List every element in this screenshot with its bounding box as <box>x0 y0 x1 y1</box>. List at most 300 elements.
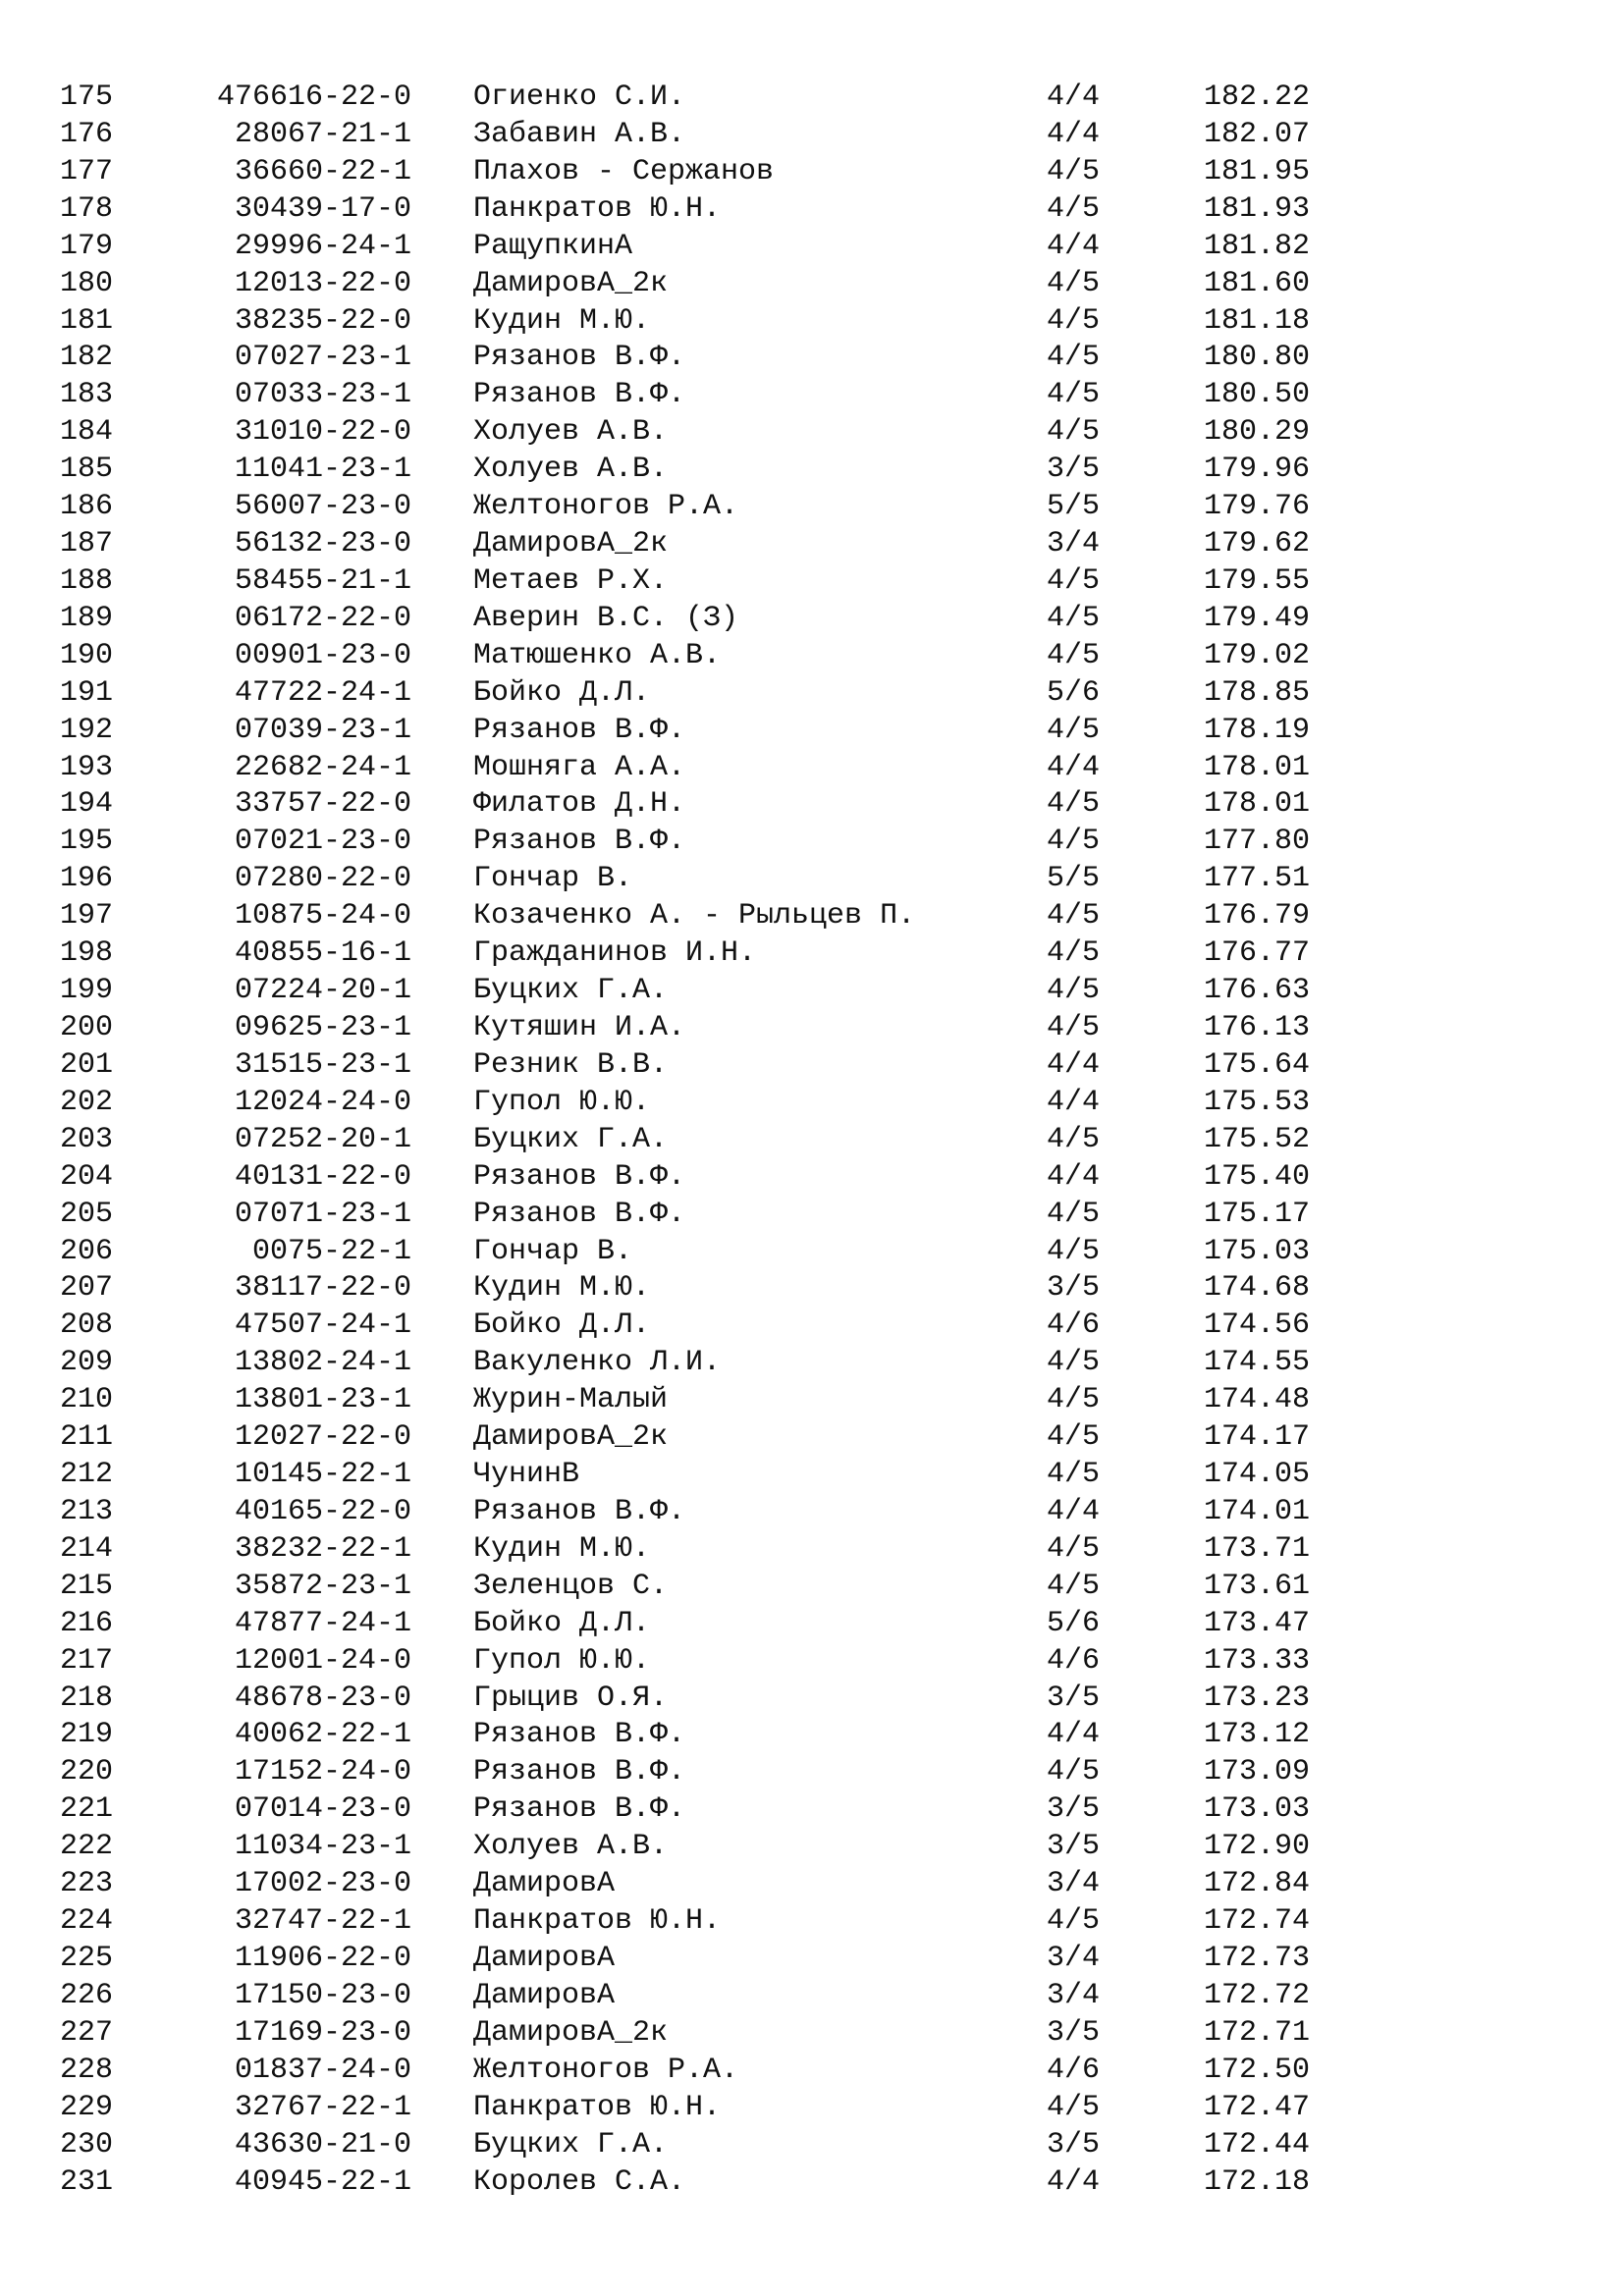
ratio-value: 4/4 <box>1047 2164 1101 2199</box>
table-row <box>0 786 1624 824</box>
score-value: 179.96 <box>1204 453 1311 487</box>
record-id: 40855-16-1 <box>234 936 411 971</box>
ratio-value: 3/5 <box>1047 1271 1101 1306</box>
score-value: 173.12 <box>1204 1718 1311 1752</box>
ratio-value: 4/5 <box>1047 415 1101 450</box>
score-value: 172.90 <box>1204 1830 1311 1864</box>
row-number: 221 <box>60 1792 114 1827</box>
record-id: 07071-23-1 <box>234 1197 411 1231</box>
table-row <box>0 1122 1624 1159</box>
score-value: 181.93 <box>1204 191 1311 226</box>
ratio-value: 4/5 <box>1047 1569 1101 1603</box>
ratio-value: 5/6 <box>1047 1606 1101 1640</box>
score-value: 181.18 <box>1204 303 1311 338</box>
row-number: 199 <box>60 974 114 1008</box>
record-id: 12024-24-0 <box>234 1085 411 1119</box>
row-number: 207 <box>60 1271 114 1306</box>
ratio-value: 4/5 <box>1047 713 1101 747</box>
table-row <box>0 489 1624 526</box>
score-value: 172.71 <box>1204 2015 1311 2050</box>
score-value: 181.82 <box>1204 229 1311 263</box>
record-id: 40165-22-0 <box>234 1494 411 1528</box>
table-row <box>0 2090 1624 2127</box>
table-row <box>0 526 1624 563</box>
participant-name: Панкратов Ю.Н. <box>473 2090 722 2124</box>
participant-name: Буцких Г.А. <box>473 2127 669 2162</box>
score-value: 179.55 <box>1204 563 1311 598</box>
row-number: 184 <box>60 415 114 450</box>
score-value: 172.74 <box>1204 1904 1311 1939</box>
ratio-value: 4/4 <box>1047 1718 1101 1752</box>
participant-name: Рязанов В.Ф. <box>473 1197 686 1231</box>
participant-name: Буцких Г.А. <box>473 974 669 1008</box>
ratio-value: 3/5 <box>1047 1681 1101 1715</box>
score-value: 182.22 <box>1204 80 1311 114</box>
participant-name: Рязанов В.Ф. <box>473 825 686 859</box>
ratio-value: 4/5 <box>1047 1755 1101 1789</box>
record-id: 11034-23-1 <box>234 1830 411 1864</box>
participant-name: Козаченко А. - Рыльцев П. <box>473 899 916 934</box>
score-value: 173.61 <box>1204 1569 1311 1603</box>
ratio-value: 4/4 <box>1047 1047 1101 1082</box>
row-number: 205 <box>60 1197 114 1231</box>
table-row <box>0 563 1624 601</box>
row-number: 228 <box>60 2053 114 2087</box>
row-number: 201 <box>60 1047 114 1082</box>
participant-name: Бойко Д.Л. <box>473 675 651 710</box>
table-row <box>0 1569 1624 1606</box>
table-row <box>0 414 1624 452</box>
participant-name: Мошняга А.А. <box>473 750 686 784</box>
ratio-value: 5/5 <box>1047 490 1101 524</box>
participant-name: Рязанов В.Ф. <box>473 1792 686 1827</box>
participant-name: Забавин А.В. <box>473 117 686 151</box>
score-value: 172.47 <box>1204 2090 1311 2124</box>
row-number: 203 <box>60 1122 114 1156</box>
record-id: 17169-23-0 <box>234 2015 411 2050</box>
record-id: 11906-22-0 <box>234 1942 411 1975</box>
ratio-value: 4/6 <box>1047 1643 1101 1678</box>
participant-name: Грыцив О.Я. <box>473 1681 669 1715</box>
ratio-value: 4/5 <box>1047 1420 1101 1455</box>
record-id: 29996-24-1 <box>234 229 411 263</box>
record-id: 38235-22-0 <box>234 303 411 338</box>
row-number: 222 <box>60 1830 114 1864</box>
row-number: 200 <box>60 1011 114 1044</box>
row-number: 206 <box>60 1234 114 1268</box>
ratio-value: 3/4 <box>1047 1942 1101 1975</box>
score-value: 179.02 <box>1204 638 1311 672</box>
participant-name: Холуев А.В. <box>473 415 669 450</box>
table-row <box>0 861 1624 898</box>
score-value: 174.56 <box>1204 1308 1311 1343</box>
participant-name: ДамировА_2к <box>473 2015 669 2050</box>
row-number: 178 <box>60 191 114 226</box>
ratio-value: 4/5 <box>1047 303 1101 338</box>
table-row <box>0 191 1624 229</box>
participant-name: Гончар В. <box>473 1234 633 1268</box>
table-row <box>0 1681 1624 1718</box>
record-id: 09625-23-1 <box>234 1011 411 1044</box>
participant-name: Рязанов В.Ф. <box>473 1718 686 1752</box>
score-value: 173.71 <box>1204 1531 1311 1566</box>
record-id: 40131-22-0 <box>234 1159 411 1194</box>
table-row <box>0 2164 1624 2202</box>
participant-name: Панкратов Ю.Н. <box>473 191 722 226</box>
row-number: 193 <box>60 750 114 784</box>
row-number: 181 <box>60 303 114 338</box>
row-number: 177 <box>60 154 114 188</box>
row-number: 176 <box>60 117 114 151</box>
record-id: 33757-22-0 <box>234 787 411 822</box>
row-number: 210 <box>60 1383 114 1417</box>
record-id: 47877-24-1 <box>234 1606 411 1640</box>
score-value: 175.64 <box>1204 1047 1311 1082</box>
record-id: 40062-22-1 <box>234 1718 411 1752</box>
participant-name: Рязанов В.Ф. <box>473 341 686 375</box>
ratio-value: 4/5 <box>1047 638 1101 672</box>
ratio-value: 4/5 <box>1047 154 1101 188</box>
score-value: 181.60 <box>1204 266 1311 300</box>
participant-name: Огиенко С.И. <box>473 80 686 114</box>
ratio-value: 4/5 <box>1047 191 1101 226</box>
participant-name: Кудин М.Ю. <box>473 1531 651 1566</box>
ratio-value: 3/5 <box>1047 1792 1101 1827</box>
ratio-value: 4/4 <box>1047 1494 1101 1528</box>
score-value: 174.68 <box>1204 1271 1311 1306</box>
row-number: 195 <box>60 825 114 859</box>
score-value: 175.40 <box>1204 1159 1311 1194</box>
row-number: 209 <box>60 1346 114 1380</box>
table-row <box>0 229 1624 266</box>
table-row <box>0 1531 1624 1569</box>
row-number: 226 <box>60 1978 114 2012</box>
row-number: 208 <box>60 1308 114 1343</box>
record-id: 32747-22-1 <box>234 1904 411 1939</box>
row-number: 217 <box>60 1643 114 1678</box>
table-row <box>0 2053 1624 2090</box>
row-number: 191 <box>60 675 114 710</box>
record-id: 22682-24-1 <box>234 750 411 784</box>
record-id: 12001-24-0 <box>234 1643 411 1678</box>
score-value: 179.62 <box>1204 527 1311 561</box>
score-value: 177.80 <box>1204 825 1311 859</box>
record-id: 07027-23-1 <box>234 341 411 375</box>
row-number: 202 <box>60 1085 114 1119</box>
row-number: 183 <box>60 378 114 412</box>
participant-name: Панкратов Ю.Н. <box>473 1904 722 1939</box>
record-id: 31515-23-1 <box>234 1047 411 1082</box>
record-id: 40945-22-1 <box>234 2164 411 2199</box>
row-number: 227 <box>60 2015 114 2050</box>
row-number: 182 <box>60 341 114 375</box>
score-value: 180.29 <box>1204 415 1311 450</box>
table-row <box>0 1978 1624 2015</box>
score-value: 173.09 <box>1204 1755 1311 1789</box>
ratio-value: 4/4 <box>1047 750 1101 784</box>
row-number: 185 <box>60 453 114 487</box>
participant-name: Гупол Ю.Ю. <box>473 1643 651 1678</box>
record-id: 12013-22-0 <box>234 266 411 300</box>
record-id: 56007-23-0 <box>234 490 411 524</box>
table-row <box>0 601 1624 638</box>
ratio-value: 4/5 <box>1047 1234 1101 1268</box>
row-number: 214 <box>60 1531 114 1566</box>
score-value: 178.85 <box>1204 675 1311 710</box>
score-value: 176.79 <box>1204 899 1311 934</box>
participant-name: ДамировА <box>473 1978 616 2012</box>
record-id: 0075-22-1 <box>251 1234 411 1268</box>
ratio-value: 5/5 <box>1047 862 1101 896</box>
table-row <box>0 2015 1624 2053</box>
score-value: 179.76 <box>1204 490 1311 524</box>
row-number: 179 <box>60 229 114 263</box>
row-number: 231 <box>60 2164 114 2199</box>
score-value: 173.33 <box>1204 1643 1311 1678</box>
participant-name: Кудин М.Ю. <box>473 303 651 338</box>
participant-name: ДамировА_2к <box>473 1420 669 1455</box>
row-number: 212 <box>60 1458 114 1492</box>
ratio-value: 4/5 <box>1047 825 1101 859</box>
score-value: 176.63 <box>1204 974 1311 1008</box>
ratio-value: 3/5 <box>1047 2015 1101 2050</box>
row-number: 220 <box>60 1755 114 1789</box>
table-row <box>0 935 1624 973</box>
row-number: 229 <box>60 2090 114 2124</box>
table-row <box>0 452 1624 489</box>
participant-name: ДамировА_2к <box>473 266 669 300</box>
row-number: 198 <box>60 936 114 971</box>
table-row <box>0 638 1624 675</box>
row-number: 196 <box>60 862 114 896</box>
score-value: 173.03 <box>1204 1792 1311 1827</box>
record-id: 07252-20-1 <box>234 1122 411 1156</box>
score-value: 175.03 <box>1204 1234 1311 1268</box>
table-row <box>0 1457 1624 1494</box>
table-row <box>0 340 1624 377</box>
table-row <box>0 1941 1624 1978</box>
record-id: 47507-24-1 <box>234 1308 411 1343</box>
score-value: 174.05 <box>1204 1458 1311 1492</box>
ratio-value: 4/5 <box>1047 787 1101 822</box>
record-id: 476616-22-0 <box>216 80 411 114</box>
participant-name: Бойко Д.Л. <box>473 1308 651 1343</box>
ratio-value: 4/5 <box>1047 1904 1101 1939</box>
participant-name: Рязанов В.Ф. <box>473 378 686 412</box>
score-value: 176.77 <box>1204 936 1311 971</box>
participant-name: Буцких Г.А. <box>473 1122 669 1156</box>
participant-name: Гончар В. <box>473 862 633 896</box>
score-value: 182.07 <box>1204 117 1311 151</box>
participant-name: Аверин В.С. (З) <box>473 601 739 635</box>
record-id: 07280-22-0 <box>234 862 411 896</box>
table-row <box>0 1270 1624 1308</box>
table-row <box>0 1829 1624 1866</box>
participant-name: Рязанов В.Ф. <box>473 1755 686 1789</box>
score-value: 173.23 <box>1204 1681 1311 1715</box>
record-id: 17150-23-0 <box>234 1978 411 2012</box>
ratio-value: 4/5 <box>1047 974 1101 1008</box>
record-id: 07014-23-0 <box>234 1792 411 1827</box>
score-value: 178.01 <box>1204 750 1311 784</box>
ratio-value: 4/4 <box>1047 1159 1101 1194</box>
score-value: 175.17 <box>1204 1197 1311 1231</box>
row-number: 188 <box>60 563 114 598</box>
record-id: 10875-24-0 <box>234 899 411 934</box>
participant-name: Журин-Малый <box>473 1383 669 1417</box>
ratio-value: 4/6 <box>1047 1308 1101 1343</box>
participant-name: Гражданинов И.Н. <box>473 936 757 971</box>
table-row <box>0 80 1624 117</box>
table-row <box>0 675 1624 713</box>
table-row <box>0 1345 1624 1382</box>
ratio-value: 4/5 <box>1047 1197 1101 1231</box>
participant-name: ДамировА_2к <box>473 527 669 561</box>
table-row <box>0 1606 1624 1643</box>
record-id: 30439-17-0 <box>234 191 411 226</box>
participant-name: Холуев А.В. <box>473 453 669 487</box>
participant-name: РащупкинА <box>473 229 633 263</box>
row-number: 225 <box>60 1942 114 1975</box>
table-row <box>0 1717 1624 1754</box>
ratio-value: 5/6 <box>1047 675 1101 710</box>
ratio-value: 4/5 <box>1047 266 1101 300</box>
table-row <box>0 266 1624 303</box>
score-value: 180.80 <box>1204 341 1311 375</box>
table-row <box>0 1382 1624 1419</box>
ratio-value: 4/6 <box>1047 2053 1101 2087</box>
participant-name: Кутяшин И.А. <box>473 1011 686 1044</box>
record-id: 32767-22-1 <box>234 2090 411 2124</box>
table-row <box>0 824 1624 861</box>
row-number: 223 <box>60 1867 114 1901</box>
score-value: 172.50 <box>1204 2053 1311 2087</box>
table-row <box>0 1308 1624 1345</box>
table-row <box>0 377 1624 414</box>
table-row <box>0 1047 1624 1085</box>
ratio-value: 4/4 <box>1047 229 1101 263</box>
participant-name: Резник В.В. <box>473 1047 669 1082</box>
score-value: 177.51 <box>1204 862 1311 896</box>
table-row <box>0 1010 1624 1047</box>
participant-name: Вакуленко Л.И. <box>473 1346 722 1380</box>
record-id: 12027-22-0 <box>234 1420 411 1455</box>
record-id: 07021-23-0 <box>234 825 411 859</box>
record-id: 38117-22-0 <box>234 1271 411 1306</box>
ratio-value: 4/5 <box>1047 936 1101 971</box>
participant-name: ЧунинВ <box>473 1458 580 1492</box>
participant-name: Рязанов В.Ф. <box>473 1494 686 1528</box>
row-number: 230 <box>60 2127 114 2162</box>
table-row <box>0 973 1624 1010</box>
row-number: 189 <box>60 601 114 635</box>
table-row <box>0 1643 1624 1681</box>
ratio-value: 4/5 <box>1047 899 1101 934</box>
score-value: 173.47 <box>1204 1606 1311 1640</box>
participant-name: Филатов Д.Н. <box>473 787 686 822</box>
ratio-value: 3/5 <box>1047 1830 1101 1864</box>
row-number: 190 <box>60 638 114 672</box>
participant-name: ДамировА <box>473 1867 616 1901</box>
ratio-value: 4/5 <box>1047 378 1101 412</box>
ratio-value: 4/5 <box>1047 1346 1101 1380</box>
record-id: 38232-22-1 <box>234 1531 411 1566</box>
table-row <box>0 1085 1624 1122</box>
score-value: 172.84 <box>1204 1867 1311 1901</box>
score-value: 174.01 <box>1204 1494 1311 1528</box>
row-number: 218 <box>60 1681 114 1715</box>
record-id: 07224-20-1 <box>234 974 411 1008</box>
ratio-value: 4/5 <box>1047 2090 1101 2124</box>
participant-name: Зеленцов С. <box>473 1569 669 1603</box>
row-number: 186 <box>60 490 114 524</box>
table-row <box>0 117 1624 154</box>
ratio-value: 3/4 <box>1047 1867 1101 1901</box>
table-row <box>0 1494 1624 1531</box>
ratio-value: 4/4 <box>1047 80 1101 114</box>
record-id: 06172-22-0 <box>234 601 411 635</box>
participant-name: Метаев Р.Х. <box>473 563 669 598</box>
score-value: 181.95 <box>1204 154 1311 188</box>
participant-name: Кудин М.Ю. <box>473 1271 651 1306</box>
participant-name: Желтоногов Р.А. <box>473 490 739 524</box>
table-row <box>0 1419 1624 1457</box>
table-row <box>0 898 1624 935</box>
participant-name: Плахов - Сержанов <box>473 154 775 188</box>
record-id: 43630-21-0 <box>234 2127 411 2162</box>
row-number: 194 <box>60 787 114 822</box>
ratio-value: 3/5 <box>1047 453 1101 487</box>
table-row <box>0 713 1624 750</box>
ratio-value: 4/5 <box>1047 1531 1101 1566</box>
score-value: 175.53 <box>1204 1085 1311 1119</box>
table-row <box>0 1197 1624 1234</box>
record-id: 13802-24-1 <box>234 1346 411 1380</box>
participant-name: Королев С.А. <box>473 2164 686 2199</box>
table-row <box>0 1159 1624 1197</box>
participant-name: Желтоногов Р.А. <box>473 2053 739 2087</box>
table-row <box>0 2127 1624 2164</box>
ratio-value: 4/4 <box>1047 1085 1101 1119</box>
row-number: 211 <box>60 1420 114 1455</box>
table-row <box>0 1903 1624 1941</box>
table-row <box>0 303 1624 341</box>
participant-name: Холуев А.В. <box>473 1830 669 1864</box>
participant-name: Рязанов В.Ф. <box>473 713 686 747</box>
row-number: 224 <box>60 1904 114 1939</box>
row-number: 219 <box>60 1718 114 1752</box>
record-id: 07033-23-1 <box>234 378 411 412</box>
score-value: 172.73 <box>1204 1942 1311 1975</box>
table-row <box>0 750 1624 787</box>
score-value: 174.48 <box>1204 1383 1311 1417</box>
score-value: 179.49 <box>1204 601 1311 635</box>
record-id: 28067-21-1 <box>234 117 411 151</box>
ratio-value: 3/5 <box>1047 2127 1101 2162</box>
ratio-value: 3/4 <box>1047 527 1101 561</box>
record-id: 17002-23-0 <box>234 1867 411 1901</box>
participant-name: Рязанов В.Ф. <box>473 1159 686 1194</box>
score-value: 175.52 <box>1204 1122 1311 1156</box>
row-number: 192 <box>60 713 114 747</box>
row-number: 215 <box>60 1569 114 1603</box>
row-number: 187 <box>60 527 114 561</box>
record-id: 10145-22-1 <box>234 1458 411 1492</box>
table-row <box>0 154 1624 191</box>
ratio-value: 4/4 <box>1047 117 1101 151</box>
ratio-value: 4/5 <box>1047 1011 1101 1044</box>
score-value: 176.13 <box>1204 1011 1311 1044</box>
